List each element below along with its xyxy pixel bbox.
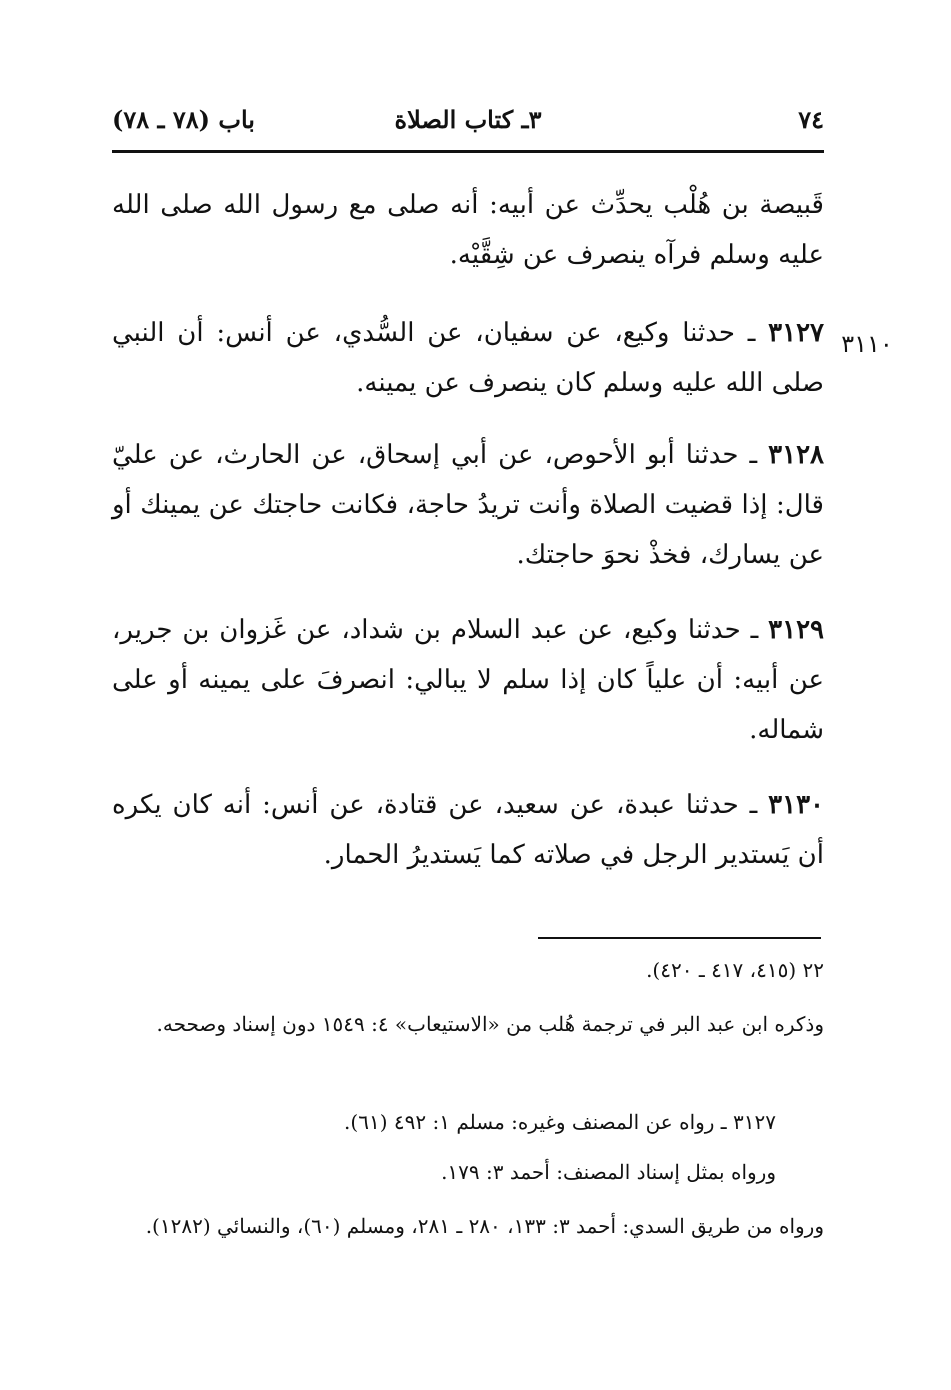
footnote-text: ٢٢ (٤١٥، ٤١٧ ـ ٤٢٠). [646,958,824,982]
chapter-title: باب (٧٨ ـ ٧٨) [112,105,255,134]
book-title: ٣ـ كتاب الصلاة [394,105,542,134]
paragraph-text: ـ حدثنا وكيع، عن سفيان، عن السُّدي، عن أنس: أن النبي صلى الله عليه وسلم كان ينصرف عن يمينه. [112,318,824,398]
hadith-number: ٣١٢٨ [768,440,824,470]
paragraph-3129 [112,605,824,755]
footnote-rule [538,937,821,939]
footnote-text: وذكره ابن عبد البر في ترجمة هُلب من «الاستيعاب» ٤: ١٥٤٩ دون إسناد وصححه. [156,1012,824,1036]
footnote-line [112,950,824,990]
paragraph-3130 [112,780,824,880]
page-header [112,100,824,144]
paragraph-text: ـ حدثنا أبو الأحوص، عن أبي إسحاق، عن الحارث، عن عليّ قال: إذا قضيت الصلاة وأنت تريدُ حاجة، فكانت حاجتك عن يمينك أو عن يسارك، فخذْ نحوَ حاجتك. [112,440,824,570]
margin-number: ٣١١٠ [841,330,893,358]
page-number: ٧٤ [798,105,824,134]
hadith-number: ٣١٢٩ [768,615,824,645]
paragraph-text: ـ حدثنا عبدة، عن سعيد، عن قتادة، عن أنس: أنه كان يكره أن يَستدير الرجل في صلاته كما يَستديرُ الحمار. [112,790,824,870]
footnote-text: ورواه بمثل إسناد المصنف: أحمد ٣: ١٧٩. [441,1160,776,1184]
paragraph-text: قَبيصة بن هُلْب يحدِّث عن أبيه: أنه صلى مع رسول الله صلى الله عليه وسلم فرآه ينصرف عن شِقَّيْه. [112,190,824,270]
hadith-number: ٣١٢٧ [768,318,824,348]
footnote-text: ٣١٢٧ ـ رواه عن المصنف وغيره: مسلم ١: ٤٩٢ (٦١). [344,1110,776,1134]
footnote-line [112,1004,824,1044]
header-rule [112,150,824,153]
paragraph-continuation [112,180,824,280]
hadith-number: ٣١٣٠ [768,790,824,820]
footnote-line [112,1102,824,1142]
paragraph-3128 [112,430,824,580]
footnote-text: ورواه من طريق السدي: أحمد ٣: ١٣٣، ٢٨٠ ـ ٢٨١، ومسلم (٦٠)، والنسائي (١٢٨٢). [145,1214,824,1238]
paragraph-3127 [112,308,824,408]
footnote-line [112,1206,824,1246]
footnote-line [112,1152,824,1192]
paragraph-text: ـ حدثنا وكيع، عن عبد السلام بن شداد، عن غَزوان بن جرير، عن أبيه: أن علياً كان إذا سلم لا يبالي: انصرفَ على يمينه أو على شماله. [112,615,824,745]
